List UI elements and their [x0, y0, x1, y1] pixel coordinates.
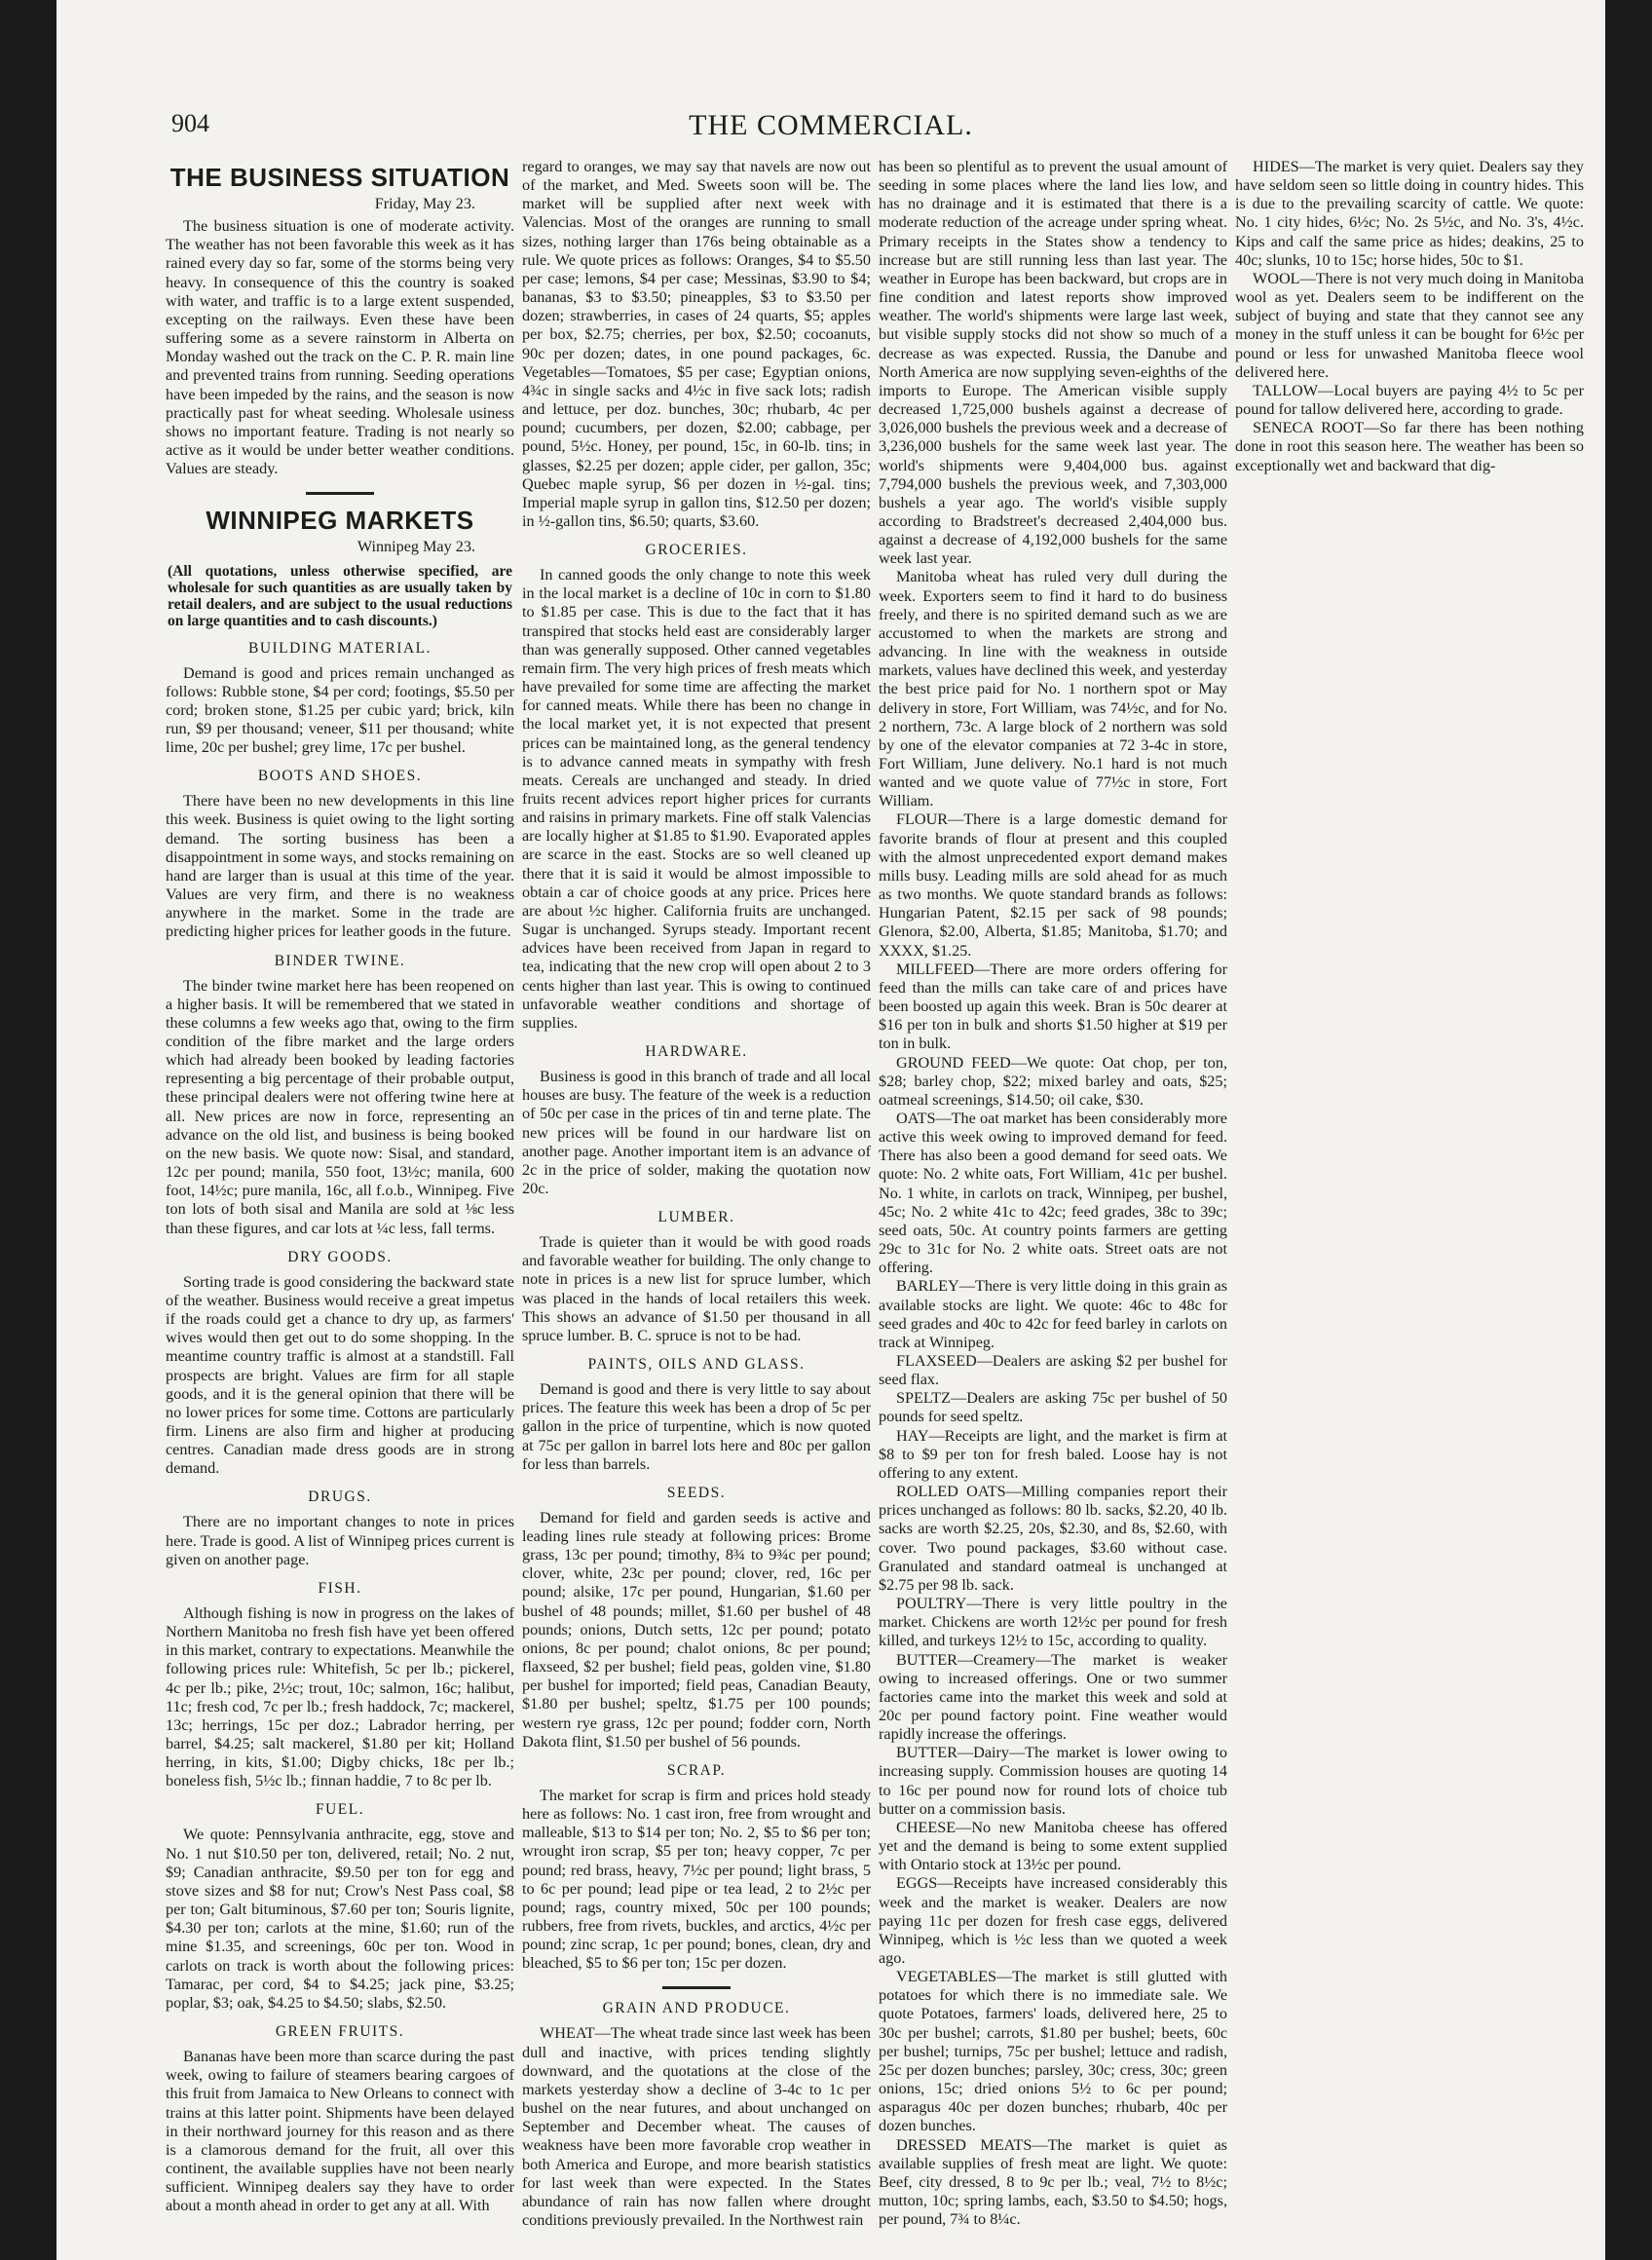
- grain-produce-paragraph: GROUND FEED—We quote: Oat chop, per ton, $28; barley chop, $22; mixed barley and oats, $25; oatmeal screenings, $14.50; oil cake, $30.: [879, 1053, 1227, 1109]
- grain-produce-paragraph: SPELTZ—Dealers are asking 75c per bushel of 50 pounds for seed speltz.: [879, 1389, 1227, 1426]
- column-2: [522, 158, 871, 2233]
- publication-title: THE COMMERCIAL.: [689, 109, 973, 141]
- section-divider: [662, 1986, 731, 1989]
- market-section-title: GROCERIES.: [645, 542, 748, 559]
- market-section-paragraph-continued: regard to oranges, we may say that navels are now out of the market, and Med. Sweets soon will be. The market will be supplied after next week with Valencias. Most of the oranges are running to small sizes, nothing larger than 176s being obtainable as a rule. We quote prices as follows: Oranges, $4 to $5.50 per case; lemons, $4 per case; Messinas, $3.90 to $4; bananas, $3 to $3.50; pineapples, $3 to $3.50 per dozen; strawberries, in cases of 24 quarts, $5; apples per box, $2.75; cherries, per box, $2.50; cocoanuts, 90c per dozen; dates, in one pound packages, 6c. Vegetables—Tomatoes, $5 per case; Egyptian onions, 4¾c in single sacks and 4½c in five sack lots; radish and lettuce, per doz. bunches, 30c; rhubarb, 4c per pound; cucumbers, per dozen, $2.00; cabbage, per pound, 5½c. Honey, per pound, 15c, in 60-lb. tins; in glasses, $2.25 per dozen; apple cider, per gallon, 35c; Quebec maple syrup, $6 per dozen in ½-gal. tins; Imperial maple syrup in gallon tins, $12.50 per dozen; in ½-gallon tins, $6.50; quarts, $3.60.: [522, 158, 871, 530]
- article-columns: [166, 158, 1584, 2233]
- column-1: [166, 158, 514, 2233]
- newspaper-page: [56, 0, 1605, 2260]
- market-section-title: HARDWARE.: [645, 1043, 748, 1061]
- grain-produce-paragraph: TALLOW—Local buyers are paying 4½ to 5c per pound for tallow delivered here, according to grade.: [1235, 381, 1584, 419]
- grain-produce-paragraph: WOOL—There is not very much doing in Manitoba wool as yet. Dealers seem to be indifferent on the subject of buying and state that they cannot see any money in the stuff unless it can be bought for 6½c per pound or less for unwashed Manitoba fleece wool delivered here.: [1235, 269, 1584, 381]
- column-4: [1235, 158, 1584, 2233]
- grain-produce-paragraph: Manitoba wheat has ruled very dull during the week. Exporters seem to find it hard to do business freely, and there is no spirited demand such as we are accustomed to when the markets are strong and advancing. In line with the weakness in outside markets, values have declined this week, and yesterday the best price paid for No. 1 northern spot or May delivery in store, Fort William, was 74½c, and for No. 2 northern, 73c. A large block of 2 northern was sold by one of the elevator companies at 72 3-4c in store, Fort William, June delivery. No.1 hard is not much wanted and we quote value of 77½c in store, Fort William.: [879, 568, 1227, 810]
- grain-produce-paragraph: ROLLED OATS—Milling companies report their prices unchanged as follows: 80 lb. sacks, $2.20, 40 lb. sacks are worth $2.25, 20s, $2.30, and 8s, $2.60, with cover. Two pound packages, $3.60 without case. Granulated and standard oatmeal is unchanged at $2.75 per 98 lb. sack.: [879, 1483, 1227, 1594]
- winnipeg-markets-heading: WINNIPEG MARKETS: [206, 506, 474, 536]
- market-section-title: FISH.: [318, 1579, 362, 1597]
- grain-produce-title: GRAIN AND PRODUCE.: [602, 2000, 791, 2017]
- market-section-paragraph: The market for scrap is firm and prices hold steady here as follows: No. 1 cast iron, free from wrought and malleable, $13 to $14 per ton; No. 2, $5 to $6 per ton; wrought iron scrap, $5 per ton; heavy copper, 7c per pound; red brass, heavy, 7½c per pound; light brass, 5 to 6c per pound; lead pipe or tea lead, 2 to 2½c per pound; rags, country mixed, 50c per 100 pounds; rubbers, free from rivets, buckles, and arctics, 4½c per pound; zinc scrap, 1c per pound; bones, clean, dry and bleached, $5 to $6 per ton; 15c per dozen.: [522, 1786, 871, 1973]
- market-section-paragraph: There have been no new developments in this line this week. Business is quiet owing to the light sorting demand. The sorting business has been a disappointment in some ways, and stocks remaining on hand are larger than is usual at this time of the year. Values are very firm, and there is no weakness anywhere in the market. Some in the trade are predicting higher prices for leather goods in the future.: [166, 792, 514, 941]
- page-number: 904: [171, 109, 209, 137]
- grain-produce-paragraph: CHEESE—No new Manitoba cheese has offered yet and the demand is being to some extent supplied with Ontario stock at 13½c per pound.: [879, 1818, 1227, 1874]
- market-section-paragraph: We quote: Pennsylvania anthracite, egg, stove and No. 1 nut $10.50 per ton, delivered, retail; No. 2 nut, $9; Canadian anthracite, $9.50 per ton for egg and stove sizes and $8 for nut; Crow's Nest Pass coal, $8 per ton; Galt bituminous, $7.60 per ton; Souris lignite, $4.30 per ton; carlots at the mine, $1.60; run of the mine $1.35, and screenings, 60c per ton. Wood in carlots on track is worth about the following prices: Tamarac, per cord, $4 to $4.25; jack pine, $3.25; poplar, $3; oak, $4.25 to $4.50; slabs, $2.50.: [166, 1826, 514, 2012]
- market-section-title: BINDER TWINE.: [274, 952, 406, 969]
- grain-produce-paragraph-continued: has been so plentiful as to prevent the usual amount of seeding in some places where the land lies low, and has no drainage and it is estimated that there is a moderate reduction of the acreage under spring wheat. Primary receipts in the States show a tendency to increase but are still running less than last year. The weather in Europe has been backward, but crops are in fine condition and latest reports show improved weather. The world's shipments were large last week, but visible supply stocks did not show so much of a decrease as was expected. Russia, the Danube and North America are now supplying seven-eighths of the imports to Europe. The American visible supply decreased 1,725,000 bushels against a decrease of 3,026,000 bushels the previous week and a decrease of 3,236,000 bushels for the same week last year. The world's shipments were 9,404,000 bus. against 7,794,000 bushels the previous week, and 7,303,000 bushels a year ago. The world's visible supply according to Bradstreet's decreased 2,404,000 bus. against a decrease of 4,192,000 bushels for the same week last year.: [879, 158, 1227, 568]
- quotation-note: (All quotations, unless otherwise specified, are wholesale for such quantities as are usually taken by retail dealers, and are subject to the usual reductions on large quantities and to cash discounts.): [168, 562, 512, 629]
- grain-produce-paragraph: DRESSED MEATS—The market is quiet as available supplies of fresh meat are light. We quote: Beef, city dressed, 8 to 9c per lb.; veal, 7½ to 8½c; mutton, 10c; spring lambs, each, $3.50 to $4.50; hogs, per pound, 7¾ to 8¼c.: [879, 2135, 1227, 2229]
- grain-produce-paragraph: SENECA ROOT—So far there has been nothing done in root this season here. The weather has been so exceptionally wet and backward that dig-: [1235, 419, 1584, 474]
- market-section-paragraph: Sorting trade is good considering the backward state of the weather. Business would receive a great impetus if the roads could get a chance to dry up, as farmers' wives would then get out to do some shopping. In the meantime country traffic is almost at a standstill. Fall prospects are bright. Values are firm for all staple goods, and it is the general opinion that there will be no lower prices for some time. Cottons are particularly firm. Linens are also firm and higher at producing centres. Canadian made dress goods are in strong demand.: [166, 1272, 514, 1478]
- market-section-paragraph: Demand for field and garden seeds is active and leading lines rule steady at following prices: Brome grass, 13c per pound; timothy, 8¾ to 9¾c per pound; clover, white, 23c per pound; clover, red, 16c per pound; alsike, 17c per pound, Hungarian, $1.60 per bushel of 48 pounds; millet, $1.60 per bushel of 48 pounds; onions, Dutch setts, 12c per pound; potato onions, 8c per pound; chalot onions, 8c per pound; flaxseed, $2 per bushel; field peas, golden vine, $1.80 per bushel for imported; field peas, Canadian Beauty, $1.80 per bushel; speltz, $1.75 per 100 pounds; western rye grass, 12c per pound; fodder corn, North Dakota flint, $1.50 per bushel of 56 pounds.: [522, 1508, 871, 1751]
- grain-produce-paragraph: OATS—The oat market has been considerably more active this week owing to improved demand for feed. There has also been a good demand for seed oats. We quote: No. 2 white oats, Fort William, 41c per bushel. No. 1 white, in carlots on track, Winnipeg, per bushel, 45c; No. 2 white 41c to 42c; feed grades, 38c to 39c; seed oats, 50c. At country points farmers are getting 29c to 31c for No. 2 white oats. Street oats are not offering.: [879, 1109, 1227, 1277]
- market-section-title: FUEL.: [315, 1801, 365, 1819]
- market-section-paragraph: There are no important changes to note in prices here. Trade is good. A list of Winnipeg prices current is given on another page.: [166, 1513, 514, 1568]
- section-divider: [306, 492, 374, 495]
- market-section-title: SCRAP.: [666, 1761, 727, 1779]
- grain-produce-paragraph: HAY—Receipts are light, and the market is firm at $8 to $9 per ton for fresh baled. Loose hay is not offering to any extent.: [879, 1426, 1227, 1482]
- market-section-paragraph: The binder twine market here has been reopened on a higher basis. It will be remembered that we stated in these columns a few weeks ago that, owing to the firm condition of the fibre market and the large orders which had already been booked by leading factories representing a big percentage of their probable output, these principal dealers were not offering twine here at all. New prices are now in force, representing an advance on the old list, and business is being booked on the new basis. We quote now: Sisal, and standard, 12c per pound; manila, 550 foot, 13½c; manila, 600 foot, 14½c; pure manila, 16c, all f.o.b., Winnipeg. Five ton lots of both sisal and Manila are sold at ⅛c less than these figures, and car lots at ¼c less, fall terms.: [166, 976, 514, 1237]
- grain-produce-paragraph: POULTRY—There is very little poultry in the market. Chickens are worth 12½c per pound for fresh killed, and turkeys 12½ to 15c, according to quality.: [879, 1595, 1227, 1650]
- market-section-title: BOOTS AND SHOES.: [257, 768, 423, 785]
- market-section-title: BUILDING MATERIAL.: [247, 639, 432, 657]
- business-situation-body: The business situation is one of moderate activity. The weather has not been favorable this week as it has rained every day so far, some of the storms being very heavy. In consequence of this the country is soaked with water, and traffic is to a large extent suspended, excepting on the railways. Even these have been suffering some as a severe rainstorm in Alberta on Monday washed out the track on the C. P. R. main line and prevented trains from running. Seeding operations have been impeded by the rains, and the season is now practically past for wheat seeding. Wholesale usiness shows no important feature. Trading is not nearly so active as it would be under better weather conditions. Values are steady.: [166, 217, 514, 478]
- market-section-paragraph: Although fishing is now in progress on the lakes of Northern Manitoba no fresh fish have yet been offered in this market, contrary to expectations. Meanwhile the following prices rule: Whitefish, 5c per lb.; pickerel, 4c per lb.; pike, 2½c; trout, 10c; salmon, 16c; halibut, 11c; fresh cod, 7c per lb.; fresh haddock, 7c; mackerel, 13c; herrings, 15c per doz.; Labrador herring, per barrel, $4.25; salt mackerel, $1.80 per kit; Holland herring, in kits, $1.00; Digby chicks, 18c per lb.; boneless fish, 5½c lb.; finnan haddie, 7 to 8c per lb.: [166, 1603, 514, 1790]
- grain-produce-paragraph: WHEAT—The wheat trade since last week has been dull and inactive, with prices tending slightly downward, and the quotations at the close of the markets yesterday show a decline of 3-4c to 1c per bushel on the near futures, and about unchanged on September and December wheat. The causes of weakness have been more favorable crop weather in both America and Europe, and more bearish statistics for last week than were expected. In the States abundance of rain has now fallen where drought conditions previously prevailed. In the Northwest rain: [522, 2024, 871, 2229]
- market-section-paragraph: Demand is good and prices remain unchanged as follows: Rubble stone, $4 per cord; footings, $5.50 per cord; broken stone, $1.25 per cubic yard; brick, kiln run, $9 per thousand; veneer, $11 per thousand; white lime, 20c per bushel; grey lime, 17c per bushel.: [166, 663, 514, 757]
- running-head: [56, 109, 1605, 144]
- market-section-title: SEEDS.: [666, 1484, 727, 1501]
- market-section-title: LUMBER.: [657, 1209, 735, 1226]
- business-situation-dateline: Friday, May 23.: [374, 195, 475, 212]
- grain-produce-paragraph: BUTTER—Creamery—The market is weaker owing to increased offerings. One or two summer factories came into the market this week and sold at 20c per pound factory point. Fine weather would rapidly increase the offerings.: [879, 1650, 1227, 1744]
- market-section-title: DRY GOODS.: [287, 1248, 393, 1265]
- grain-produce-paragraph: FLAXSEED—Dealers are asking $2 per bushel for seed flax.: [879, 1352, 1227, 1389]
- grain-produce-paragraph-continued: HIDES—The market is very quiet. Dealers say they have seldom seen so little doing in country hides. This is due to the prevailing scarcity of cattle. We quote: No. 1 city hides, 6½c; No. 2s 5½c, and No. 3's, 4½c. Kips and calf the same price as hides; deakins, 25 to 40c; slunks, 10 to 15c; horse hides, 50c to $1.: [1235, 158, 1584, 269]
- winnipeg-markets-dateline: Winnipeg May 23.: [357, 538, 475, 556]
- market-section-paragraph: Bananas have been more than scarce during the past week, owing to failure of steamers bearing cargoes of this fruit from Jamaica to New Orleans to connect with trains at this latter point. Shipments have been delayed in their northward journey for this reason and as there is a clamorous demand for the fruit, all over this continent, the available supplies have not been nearly sufficient. Winnipeg dealers say they have to order about a month ahead in order to get any at all. With: [166, 2048, 514, 2215]
- market-section-paragraph: In canned goods the only change to note this week in the local market is a decline of 10c in corn to $1.80 to $1.85 per case. This is due to the fact that it has transpired that stocks held east are considerably larger than was generally supposed. Other canned vegetables remain firm. The very high prices of fresh meats which have prevailed for some time are affecting the market for canned meats. While there has been no change in the local market yet, it is not expected that present prices can be maintained long, as the general tendency is to advance canned meats in sympathy with fresh meats. Cereals are unchanged and steady. In dried fruits recent advices report higher prices for currants and raisins in primary markets. Fine off stalk Valencias are locally higher at $1.85 to $1.90. Evaporated apples are scarce in the east. Stocks are so well cleaned up there that it is said it would be almost impossible to obtain a car of choice goods at any price. Prices here are about ½c higher. California fruits are unchanged. Sugar is unchanged. Syrups steady. Important recent advices have been received from Japan in regard to tea, indicating that the new crop will open about 2 to 3 cents higher than last year. This is owing to continued unfavorable weather conditions and shortage of supplies.: [522, 566, 871, 1032]
- grain-produce-paragraph: EGGS—Receipts have increased considerably this week and the market is weaker. Dealers are now paying 11c per dozen for fresh case eggs, delivered Winnipeg, which is ½c less than we quoted a week ago.: [879, 1874, 1227, 1967]
- market-section-title: PAINTS, OILS AND GLASS.: [587, 1356, 806, 1374]
- business-situation-heading: THE BUSINESS SITUATION: [169, 163, 510, 192]
- grain-produce-paragraph: BUTTER—Dairy—The market is lower owing to increasing supply. Commission houses are quoting 14 to 16c per pound now for round lots of choice tub butter on a commission basis.: [879, 1744, 1227, 1818]
- grain-produce-paragraph: FLOUR—There is a large domestic demand for favorite brands of flour at present and this coupled with the almost unprecedented export demand makes mills busy. Leading mills are sold ahead for as much as two months. We quote standard brands as follows: Hungarian Patent, $2.15 per sack of 98 pounds; Glenora, $2.00, Alberta, $1.85; Manitoba, $1.70; and XXXX, $1.25.: [879, 810, 1227, 960]
- market-section-title: GREEN FRUITS.: [275, 2023, 405, 2041]
- grain-produce-paragraph: MILLFEED—There are more orders offering for feed than the mills can take care of and prices have been boosted up again this week. Bran is 50c dearer at $16 per ton in bulk and shorts $1.50 higher at $19 per ton in bulk.: [879, 960, 1227, 1053]
- market-section-paragraph: Demand is good and there is very little to say about prices. The feature this week has been a drop of 5c per gallon in the price of turpentine, which is now quoted at 75c per gallon in barrel lots here and 80c per gallon for less than barrels.: [522, 1380, 871, 1473]
- market-section-paragraph: Trade is quieter than it would be with good roads and favorable weather for building. The only change to note in prices is a new list for spruce lumber, which was placed in the hands of local retailers this week. This shows an advance of $1.50 per thousand in all spruce lumber. B. C. spruce is not to be had.: [522, 1233, 871, 1344]
- grain-produce-paragraph: VEGETABLES—The market is still glutted with potatoes for which there is no immediate sale. We quote Potatoes, farmers' loads, delivered here, 25 to 30c per bushel; carrots, $1.80 per bushel; beets, 60c per bushel; turnips, 75c per bushel; lettuce and radish, 25c per dozen bunches; parsley, 30c; cress, 30c; green onions, 15c; dried onions 5½ to 6c per pound; asparagus 40c per dozen bunches; rhubarb, 40c per dozen bunches.: [879, 1968, 1227, 2135]
- grain-produce-paragraph: BARLEY—There is very little doing in this grain as available stocks are light. We quote: 46c to 48c for seed grades and 40c to 42c for feed barley in carlots on track at Winnipeg.: [879, 1277, 1227, 1351]
- market-section-paragraph: Business is good in this branch of trade and all local houses are busy. The feature of the week is a reduction of 50c per case in the prices of tin and terne plate. The new prices will be found in our hardware list on another page. Another important item is an advance of 2c in the price of solder, making the quotation now 20c.: [522, 1068, 871, 1197]
- column-3: [879, 158, 1227, 2233]
- market-section-title: DRUGS.: [308, 1488, 372, 1506]
